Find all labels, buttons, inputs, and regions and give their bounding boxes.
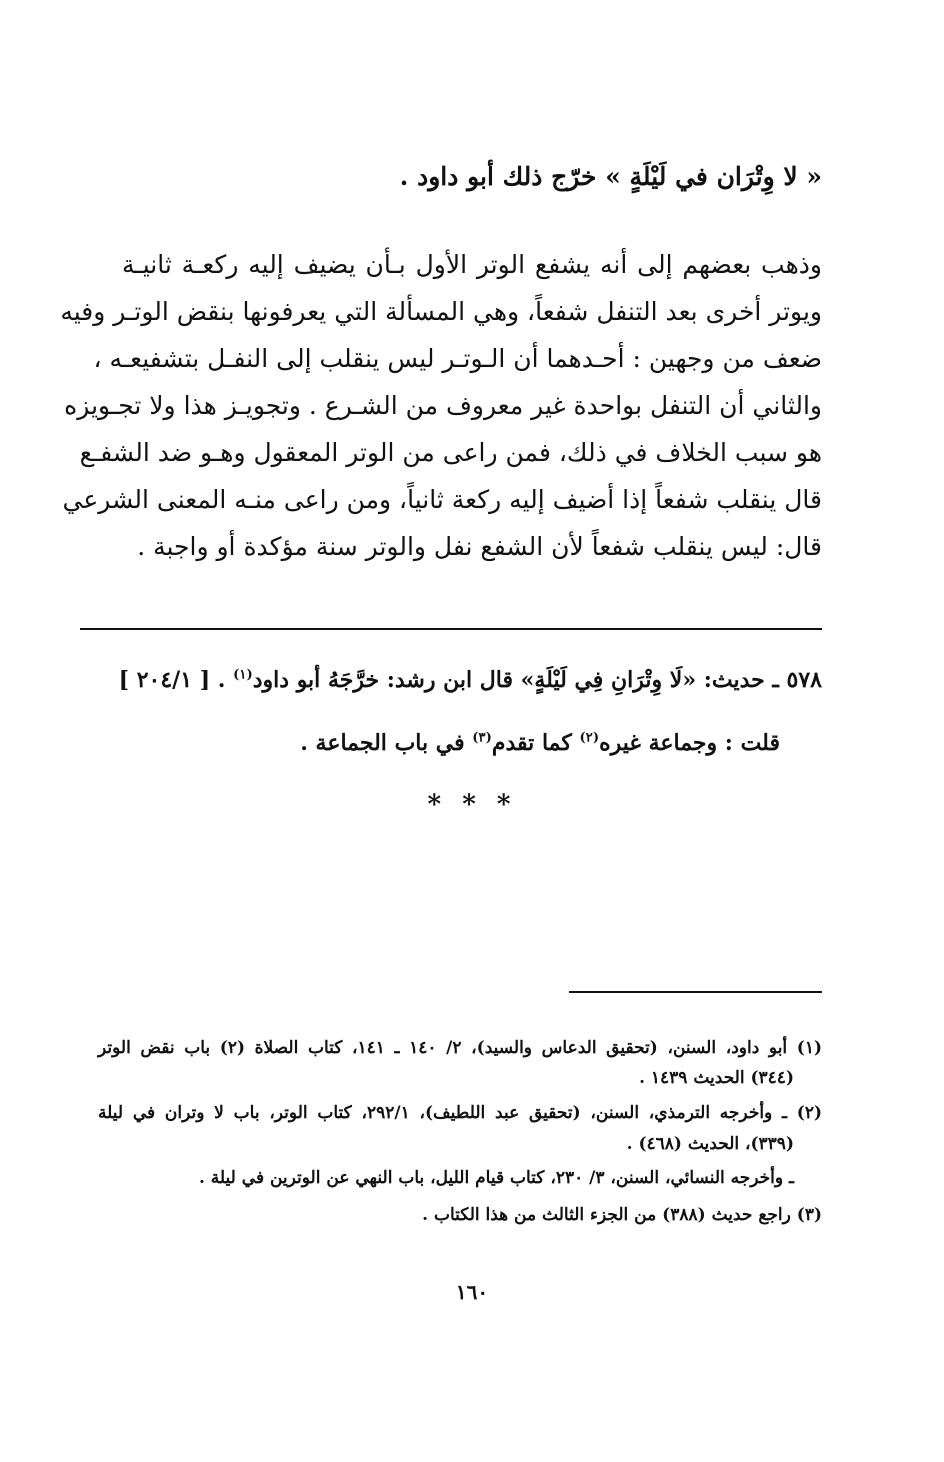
hadith-entry (119, 667, 822, 693)
hadith-label: ـ حديث: (703, 667, 779, 693)
footnote-3: (٣) راجع حديث (٣٨٨) من الجزء الثالث من هذا الكتاب . (422, 1205, 822, 1225)
paragraph-line: والثاني أن التنفل بواحدة غير معروف من الشـرع . وتجويـز هذا ولا تجـويزه (64, 391, 822, 420)
footnote-2: (٢) ـ وأخرجه الترمذي، السنن، (تحقيق عبد اللطيف)، ٢٩٢/١، كتاب الوتر، باب لا وتران في ليلة (98, 1103, 822, 1123)
note-suffix: في باب الجماعة . (300, 730, 473, 756)
paragraph-line: هو سبب الخلاف في ذلك، فمن راعى من الوتر المعقول وهـو ضد الشفـع (79, 438, 822, 467)
hadith-number: ٥٧٨ (786, 667, 822, 693)
paragraph-line: وذهب بعضهم إلى أنه يشفع الوتر الأول بـأن يضيف إليه ركعـة ثانيـة (122, 250, 822, 279)
footnote-1: (١) أبو داود، السنن، (تحقيق الدعاس والسيد)، ٢/ ١٤٠ ـ ١٤١، كتاب الصلاة (٢) باب نقض الوتر (98, 1038, 823, 1058)
footnote-2-continuation: (٣٣٩)، الحديث (٤٦٨) . (626, 1134, 794, 1154)
footnote-1-continuation: (٣٤٤) الحديث ١٤٣٩ . (639, 1068, 794, 1088)
footnote-ref-3: (٣) (472, 730, 492, 746)
page-number: ١٦٠ (455, 1280, 489, 1304)
paragraph-line: قال: ليس ينقلب شفعاً لأن الشفع نفل والوتر سنة مؤكدة أو واجبة . (137, 532, 822, 561)
footnote-ref-2: (٢) (579, 730, 600, 746)
author-note (300, 730, 780, 756)
footnote-divider (569, 991, 822, 993)
paragraph-line: ضعف من وجهين : أحـدهما أن الـوتـر ليس ينقلب إلى النفـل بتشفيعـه ، (93, 344, 822, 373)
section-divider (80, 628, 822, 630)
footnote-2-extra-source: ـ وأخرجه النسائي، السنن، ٣/ ٢٣٠، كتاب قيام الليل، باب النهي عن الوترين في ليلة . (198, 1168, 794, 1188)
paragraph-line: قال ينقلب شفعاً إذا أضيف إليه ركعة ثانياً، ومن راعى منـه المعنى الشرعي (62, 485, 822, 514)
hadith-text: «لَا وِتْرَانِ فِي لَيْلَةٍ» قال ابن رشد: خرَّجَهُ أبو داود (252, 667, 697, 693)
hadith-quote-heading: « لا وِتْرَان في لَيْلَةٍ » خرّج ذلك أبو داود . (399, 162, 822, 191)
note-prefix: قلت : وجماعة غيره (599, 730, 780, 756)
note-middle: كما تقدم (491, 730, 580, 756)
section-stars: * * * (427, 790, 517, 820)
footnote-ref-1: (١) (233, 667, 253, 683)
paragraph-line: ويوتر أخرى بعد التنفل شفعاً، وهي المسألة التي يعرفونها بنقض الوتـر وفيه (60, 297, 822, 326)
hadith-source-ref: . [ ٢٠٤/١ ] (118, 667, 226, 693)
